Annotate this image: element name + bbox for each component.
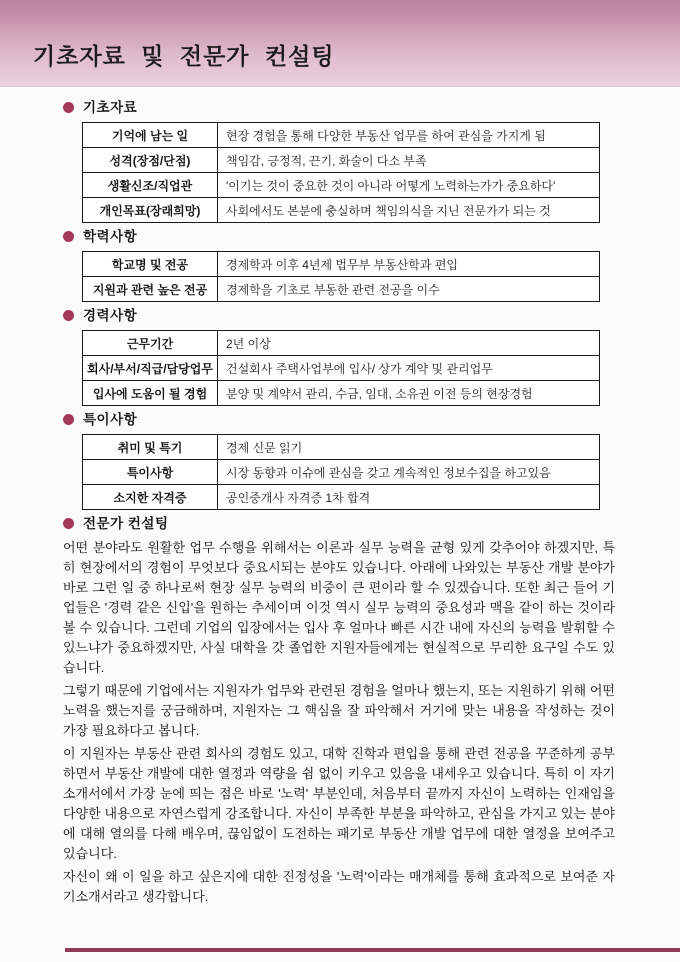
row-value: 2년 이상 [218,331,600,356]
row-value: 사회에서도 본분에 충실하며 책임의식을 지닌 전문가가 되는 것 [218,198,600,223]
section-heading [63,516,617,531]
table-row [83,148,600,173]
row-value: 분양 및 계약서 관리, 수금, 임대, 소유권 이전 등의 현장경험 [218,381,600,406]
section-basic-info [63,100,617,223]
consulting-paragraph: 자신이 왜 이 일을 하고 싶은지에 대한 진정성을 '노력'이라는 매개체를 통해 효과적으로 보여준 자기소개서라고 생각합니다. [63,869,615,904]
career-table [82,330,600,406]
row-label: 소지한 자격증 [83,485,218,510]
consulting-paragraph: 어떤 분야라도 원활한 업무 수행을 위해서는 이론과 실무 능력을 균형 있게 갖추어야 하겠지만, 특히 현장에서의 경험이 무엇보다 중요시되는 분야도 있습니다. 아래에 나와있는 부동산 개발 분야가 바로 그런 일 중 하나로써 현장 실무 능력의 비중이 큰 편이라 할 수 있겠습니다. 또한 최근 들어 기업들은 '경력 같은 신입'을 원하는 추세이며 이것 역시 실무 능력의 중요성과 맥을 같이 하는 것이라 볼 수 있습니다. 그런데 기업의 입장에서는 입사 후 얼마나 빠른 시간 내에 자신의 능력을 발휘할 수 있느냐가 중요하겠지만, 사실 대학을 갓 졸업한 지원자들에게는 현실적으로 무리한 요구일 수도 있습니다. [63,540,615,675]
basic-info-table [82,122,600,223]
section-title-text: 전문가 컨설팅 [83,516,169,531]
section-title-text: 학력사항 [83,229,138,244]
table-row [83,381,600,406]
row-value: 경제학을 기초로 부동한 관련 전공을 이수 [218,277,600,302]
table-row [83,435,600,460]
table-row [83,331,600,356]
section-title-text: 기초자료 [83,100,138,115]
row-value: 현장 경험을 통해 다양한 부동산 업무를 하여 관심을 가지게 됨 [218,123,600,148]
section-title-text: 경력사항 [83,308,138,323]
table-row [83,460,600,485]
section-expert-consulting [63,516,617,907]
section-career [63,308,617,406]
education-table [82,251,600,302]
row-label: 회사/부서/직급/담당업무 [83,356,218,381]
content-area [0,87,680,907]
row-value: '이기는 것이 중요한 것이 아니라 어떻게 노력하는가가 중요하다' [218,173,600,198]
section-education [63,229,617,302]
row-value: 시장 동향과 이슈에 관심을 갖고 계속적인 정보수집을 하고있음 [218,460,600,485]
bullet-icon [63,310,74,321]
row-value: 경제학과 이후 4년제 법무부 부동산학과 편입 [218,252,600,277]
bullet-icon [63,518,74,529]
row-value: 경제 신문 읽기 [218,435,600,460]
table-row [83,198,600,223]
row-value: 공인중개사 자격증 1차 합격 [218,485,600,510]
table-row [83,123,600,148]
section-special-notes [63,412,617,510]
row-label: 생활신조/직업관 [83,173,218,198]
section-heading [63,100,617,115]
special-notes-table [82,434,600,510]
row-label: 특이사항 [83,460,218,485]
section-title-text: 특이사항 [83,412,138,427]
section-heading [63,308,617,323]
bullet-icon [63,102,74,113]
bullet-icon [63,231,74,242]
table-row [83,173,600,198]
table-row [83,485,600,510]
consulting-paragraph: 그렇기 때문에 기업에서는 지원자가 업무와 관련된 경험을 얼마나 했는지, 또는 지원하기 위해 어떤 노력을 했는지를 궁금해하며, 지원자는 그 핵심을 잘 파악해서 거기에 맞는 내용을 작성하는 것이 가장 필요하다고 봅니다. [63,683,615,738]
section-heading [63,229,617,244]
row-label: 학교명 및 전공 [83,252,218,277]
row-label: 근무기간 [83,331,218,356]
row-label: 기억에 남는 일 [83,123,218,148]
bullet-icon [63,414,74,425]
row-label: 취미 및 특기 [83,435,218,460]
footer-divider [65,948,680,952]
page-header [0,0,680,87]
row-label: 성격(장점/단점) [83,148,218,173]
row-label: 개인목표(장래희망) [83,198,218,223]
section-heading [63,412,617,427]
table-row [83,356,600,381]
row-label: 입사에 도움이 될 경험 [83,381,218,406]
table-row [83,277,600,302]
row-label: 지원과 관련 높은 전공 [83,277,218,302]
consulting-paragraph: 이 지원자는 부동산 관련 회사의 경험도 있고, 대학 진학과 편입을 통해 관련 전공을 꾸준하게 공부하면서 부동산 개발에 대한 열정과 역량을 쉼 없이 키우고 있음을 내세우고 있습니다. 특히 이 자기소개서에서 가장 눈에 띄는 점은 바로 '노력' 부분인데, 처음부터 끝까지 자신이 노력하는 인재임을 다양한 내용으로 자연스럽게 강조합니다. 자신이 부족한 부분을 파악하고, 관심을 가지고 있는 분야에 대해 열의를 다해 배우며, 끊임없이 도전하는 패기로 부동산 개발 업무에 대한 열정을 보여주고 있습니다. [63,746,615,861]
page-title: 기초자료 및 전문가 컨설팅 [33,43,335,69]
row-value: 책임감, 긍정적, 끈기, 화술이 다소 부족 [218,148,600,173]
row-value: 건설회사 주택사업부에 입사/ 상가 계약 및 관리업무 [218,356,600,381]
table-row [83,252,600,277]
